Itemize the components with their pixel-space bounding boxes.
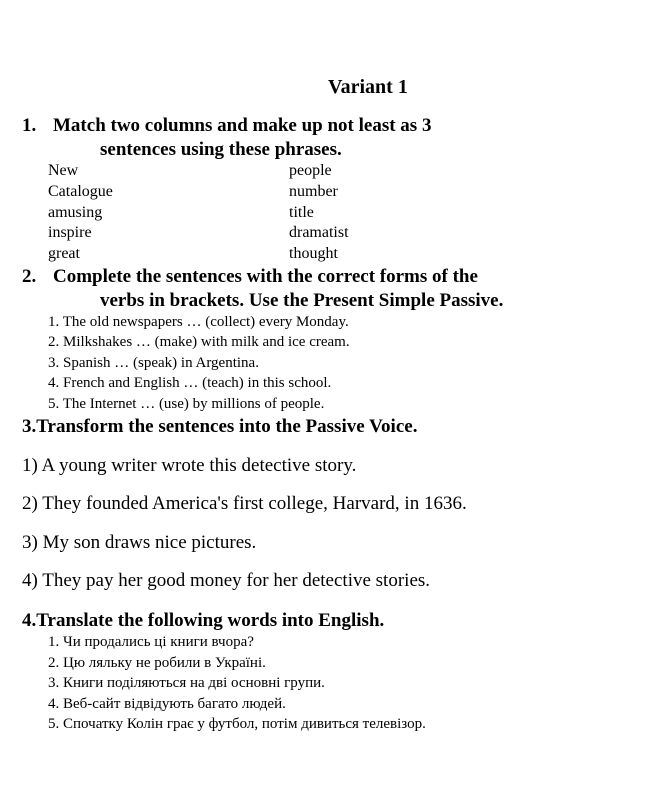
right-column-item: people: [289, 162, 332, 179]
left-column-item: inspire: [48, 224, 92, 241]
task-2-heading-line2: verbs in brackets. Use the Present Simple Passive.: [100, 290, 504, 311]
task-3-item: 3) My son draws nice pictures.: [22, 532, 257, 553]
task-3-item: 2) They founded America's first college, Harvard, in 1636.: [22, 493, 467, 514]
left-column-item: Catalogue: [48, 183, 113, 200]
task-2-heading-line1: Complete the sentences with the correct forms of the: [53, 266, 478, 287]
task-1-number: 1.: [22, 115, 37, 136]
task-3-item: 4) They pay her good money for her detective stories.: [22, 570, 431, 591]
task-2-number: 2.: [22, 266, 37, 287]
task-2-item: 3. Spanish … (speak) in Argentina.: [48, 355, 259, 371]
right-column-item: number: [289, 183, 338, 200]
task-2-item: 2. Milkshakes … (make) with milk and ice cream.: [48, 334, 350, 350]
task-1-heading-line2: sentences using these phrases.: [100, 139, 342, 160]
left-column-item: great: [48, 245, 80, 262]
right-column-item: title: [289, 204, 314, 221]
task-2-item: 5. The Internet … (use) by millions of people.: [48, 396, 325, 412]
task-4-item: 5. Спочатку Колін грає у футбол, потім дивиться телевізор.: [48, 716, 426, 732]
left-column-item: amusing: [48, 204, 103, 221]
task-4-item: 2. Цю ляльку не робили в Україні.: [48, 655, 266, 671]
task-4-item: 1. Чи продались ці книги вчора?: [48, 634, 254, 650]
right-column-item: thought: [289, 245, 338, 262]
task-1-heading-line1: Match two columns and make up not least as 3: [53, 115, 432, 136]
task-4-item: 3. Книги поділяються на дві основні групи.: [48, 675, 325, 691]
right-column-item: dramatist: [289, 224, 349, 241]
left-column-item: New: [48, 162, 79, 179]
task-4-item: 4. Веб-сайт відвідують багато людей.: [48, 696, 286, 712]
task-3-item: 1) A young writer wrote this detective story.: [22, 455, 357, 476]
task-2-item: 1. The old newspapers … (collect) every Monday.: [48, 314, 349, 330]
page-title: Variant 1: [328, 76, 408, 98]
task-2-item: 4. French and English … (teach) in this school.: [48, 375, 332, 391]
task-3-heading: 3.Transform the sentences into the Passive Voice.: [22, 416, 418, 437]
task-4-heading: 4.Translate the following words into English.: [22, 610, 385, 631]
